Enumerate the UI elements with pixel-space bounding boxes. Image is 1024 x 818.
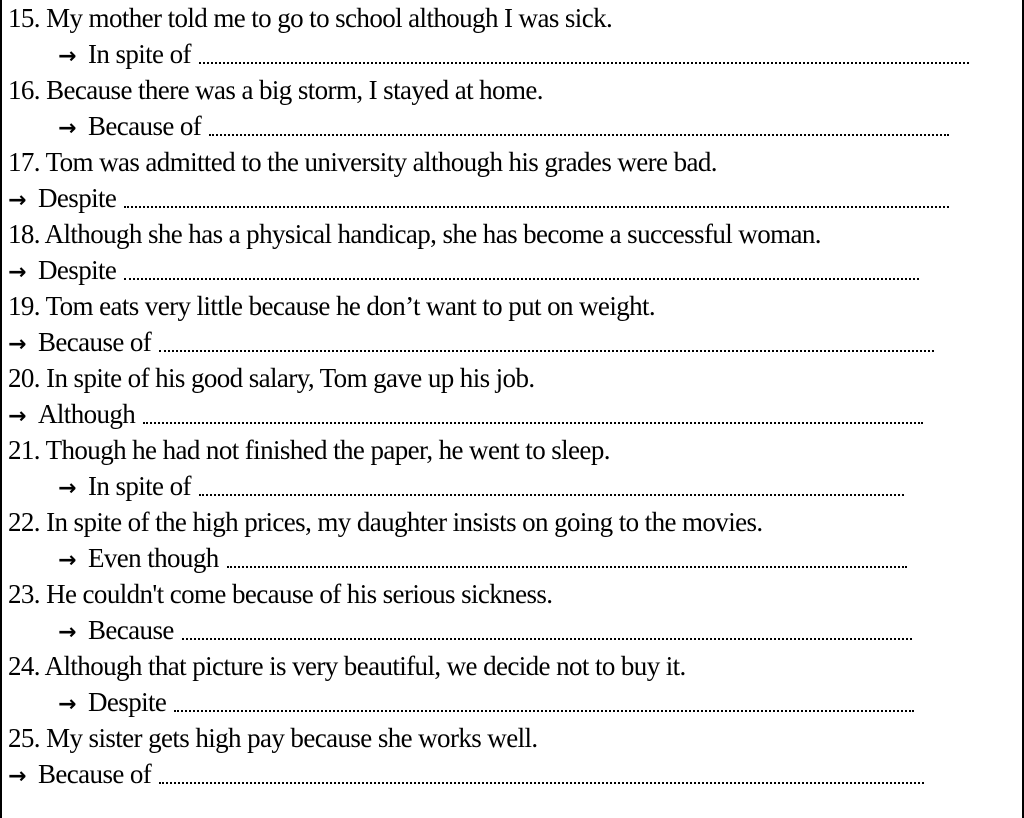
question-23: 23. He couldn't come because of his serious sickness.	[8, 579, 553, 609]
answer-blank[interactable]	[199, 494, 904, 496]
arrow-icon: →	[58, 44, 77, 69]
answer-line-19	[8, 324, 1014, 360]
arrow-icon: →	[58, 692, 77, 717]
question-18: 18. Although she has a physical handicap, she has become a successful woman.	[8, 219, 821, 249]
question-22: 22. In spite of the high prices, my daughter insists on going to the movies.	[8, 507, 763, 537]
arrow-icon: →	[58, 476, 77, 501]
question-20: 20. In spite of his good salary, Tom gave up his job.	[8, 363, 535, 393]
answer-line-25	[8, 756, 1014, 792]
answer-blank[interactable]	[159, 350, 934, 352]
answer-prompt: Because of	[38, 759, 152, 789]
answer-prompt: In spite of	[88, 471, 191, 501]
arrow-icon: →	[8, 260, 27, 285]
answer-line-22	[58, 540, 1014, 576]
answer-line-18	[8, 252, 1014, 288]
answer-blank[interactable]	[143, 422, 923, 424]
arrow-icon: →	[58, 548, 77, 573]
answer-prompt: Despite	[38, 255, 117, 285]
answer-prompt: Because of	[88, 111, 202, 141]
answer-line-15	[58, 36, 1014, 72]
arrow-icon: →	[8, 404, 27, 429]
answer-blank[interactable]	[182, 638, 912, 640]
answer-prompt: Even though	[88, 543, 219, 573]
answer-line-21	[58, 468, 1014, 504]
answer-prompt: Because	[88, 615, 174, 645]
question-24: 24. Although that picture is very beautiful, we decide not to buy it.	[8, 651, 686, 681]
answer-blank[interactable]	[124, 278, 919, 280]
arrow-icon: →	[58, 116, 77, 141]
answer-blank[interactable]	[159, 782, 924, 784]
question-15: 15. My mother told me to go to school although I was sick.	[8, 3, 613, 33]
question-19: 19. Tom eats very little because he don’t want to put on weight.	[8, 291, 656, 321]
answer-blank[interactable]	[124, 206, 949, 208]
answer-line-17	[8, 180, 1014, 216]
answer-blank[interactable]	[227, 566, 907, 568]
question-21: 21. Though he had not finished the paper, he went to sleep.	[8, 435, 610, 465]
answer-blank[interactable]	[209, 134, 949, 136]
arrow-icon: →	[8, 332, 27, 357]
answer-prompt: Despite	[88, 687, 167, 717]
answer-line-16	[58, 108, 1014, 144]
arrow-icon: →	[58, 620, 77, 645]
answer-line-20	[8, 396, 1014, 432]
answer-blank[interactable]	[199, 62, 969, 64]
answer-prompt: In spite of	[88, 39, 191, 69]
arrow-icon: →	[8, 764, 27, 789]
question-16: 16. Because there was a big storm, I stayed at home.	[8, 75, 543, 105]
arrow-icon: →	[8, 188, 27, 213]
answer-line-24	[58, 684, 1014, 720]
answer-prompt: Despite	[38, 183, 117, 213]
answer-line-23	[58, 612, 1014, 648]
answer-prompt: Because of	[38, 327, 152, 357]
answer-prompt: Although	[38, 399, 136, 429]
question-17: 17. Tom was admitted to the university although his grades were bad.	[8, 147, 717, 177]
answer-blank[interactable]	[174, 710, 914, 712]
question-25: 25. My sister gets high pay because she works well.	[8, 723, 538, 753]
